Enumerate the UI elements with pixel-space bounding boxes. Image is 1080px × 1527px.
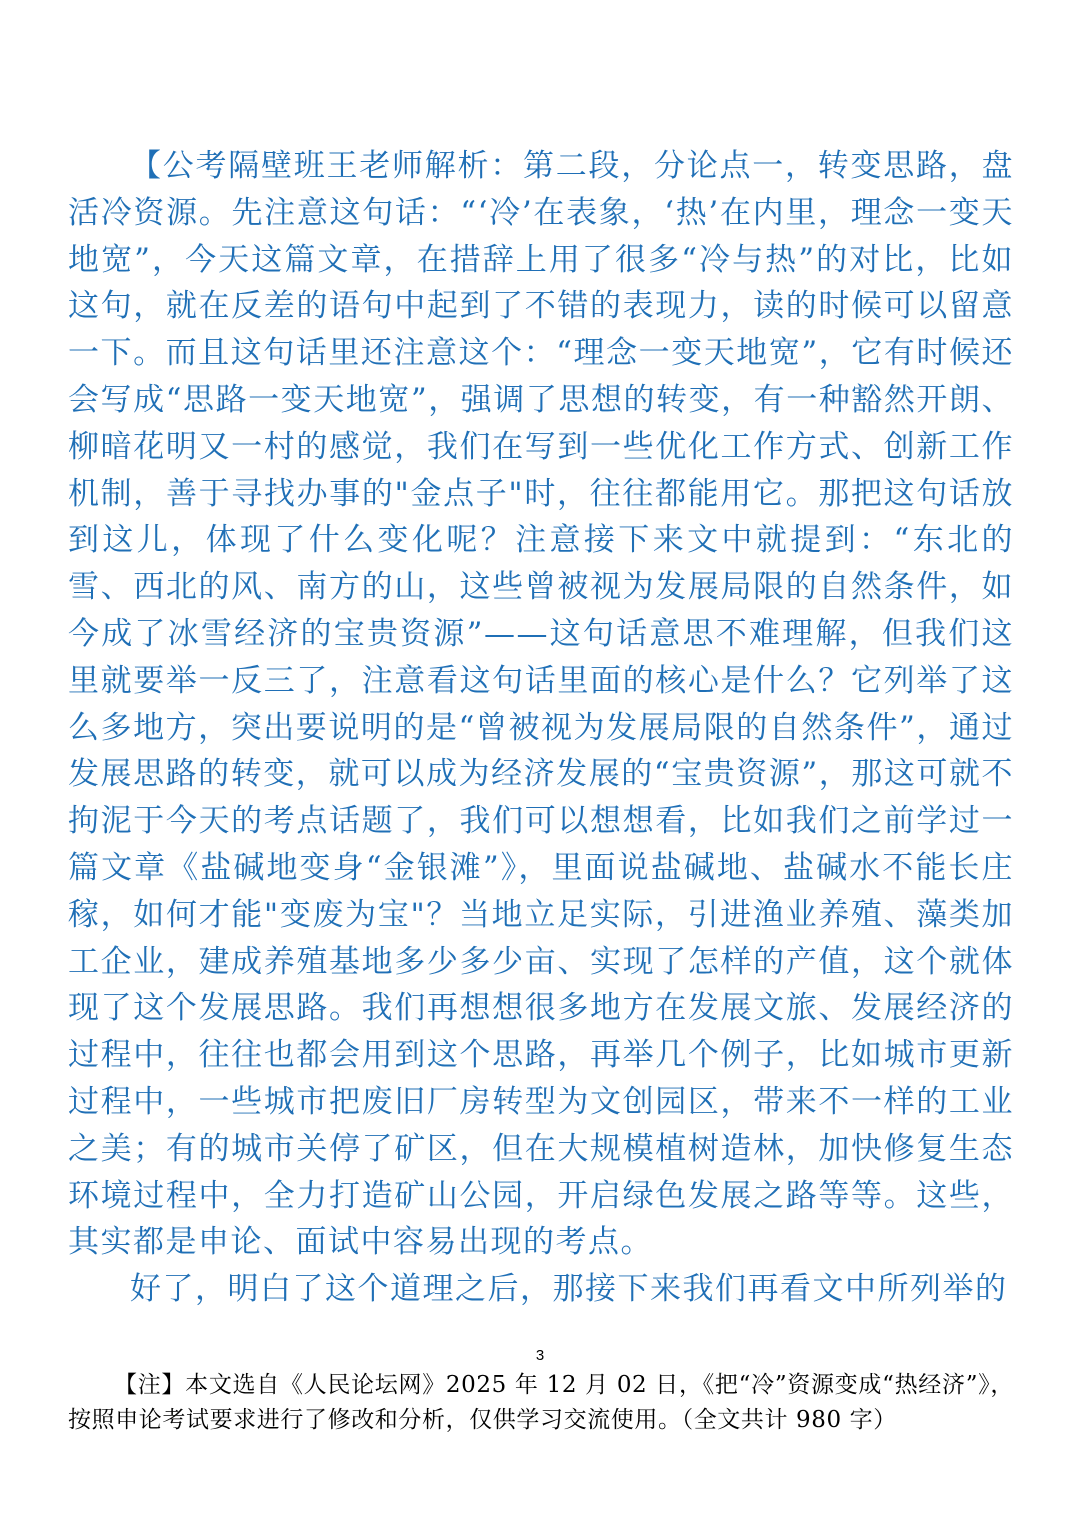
page-number: 3 [535,1347,545,1364]
footnote [68,1368,1014,1438]
footnote-text: 【注】本文选自《人民论坛网》2025 年 12 月 02 日，《把“冷”资源变成“热经济”》，按照申论考试要求进行了修改和分析，仅供学习交流使用。（全文共计 980 字） [68,1372,1014,1433]
analysis-paragraph: 【公考隔壁班王老师解析：第二段，分论点一，转变思路，盘活冷资源。先注意这句话：“‘冷’在表象，‘热’在内里，理念一变天地宽”，今天这篇文章，在措辞上用了很多“冷与热”的对比，比如这句，就在反差的语句中起到了不错的表现力，读的时候可以留意一下。而且这句话里还注意这个：“理念一变天地宽”，它有时候还会写成“思路一变天地宽”，强调了思想的转变，有一种豁然开朗、柳暗花明又一村的感觉，我们在写到一些优化工作方式、创新工作机制，善于寻找办事的"金点子"时，往往都能用它。那把这句话放到这儿，体现了什么变化呢？注意接下来文中就提到：“东北的雪、西北的风、南方的山，这些曾被视为发展局限的自然条件，如今成了冰雪经济的宝贵资源”——这句话意思不难理解，但我们这里就要举一反三了，注意看这句话里面的核心是什么？它列举了这么多地方，突出要说明的是“曾被视为发展局限的自然条件”，通过发展思路的转变，就可以成为经济发展的“宝贵资源”，那这可就不拘泥于今天的考点话题了，我们可以想想看，比如我们之前学过一篇文章《盐碱地变身“金银滩”》，里面说盐碱地、盐碱水不能长庄稼，如何才能"变废为宝"？当地立足实际，引进渔业养殖、藻类加工企业，建成养殖基地多少多少亩、实现了怎样的产值，这个就体现了这个发展思路。我们再想想很多地方在发展文旅、发展经济的过程中，往往也都会用到这个思路，再举几个例子，比如城市更新过程中，一些城市把废旧厂房转型为文创园区，带来不一样的工业之美；有的城市关停了矿区，但在大规模植树造林，加快修复生态环境过程中，全力打造矿山公园，开启绿色发展之路等等。这些，其实都是申论、面试中容易出现的考点。 [68,148,1014,1261]
analysis-paragraph: 好了，明白了这个道理之后，那接下来我们再看文中所列举的 [130,1271,1008,1308]
analysis-body [68,143,1014,1313]
